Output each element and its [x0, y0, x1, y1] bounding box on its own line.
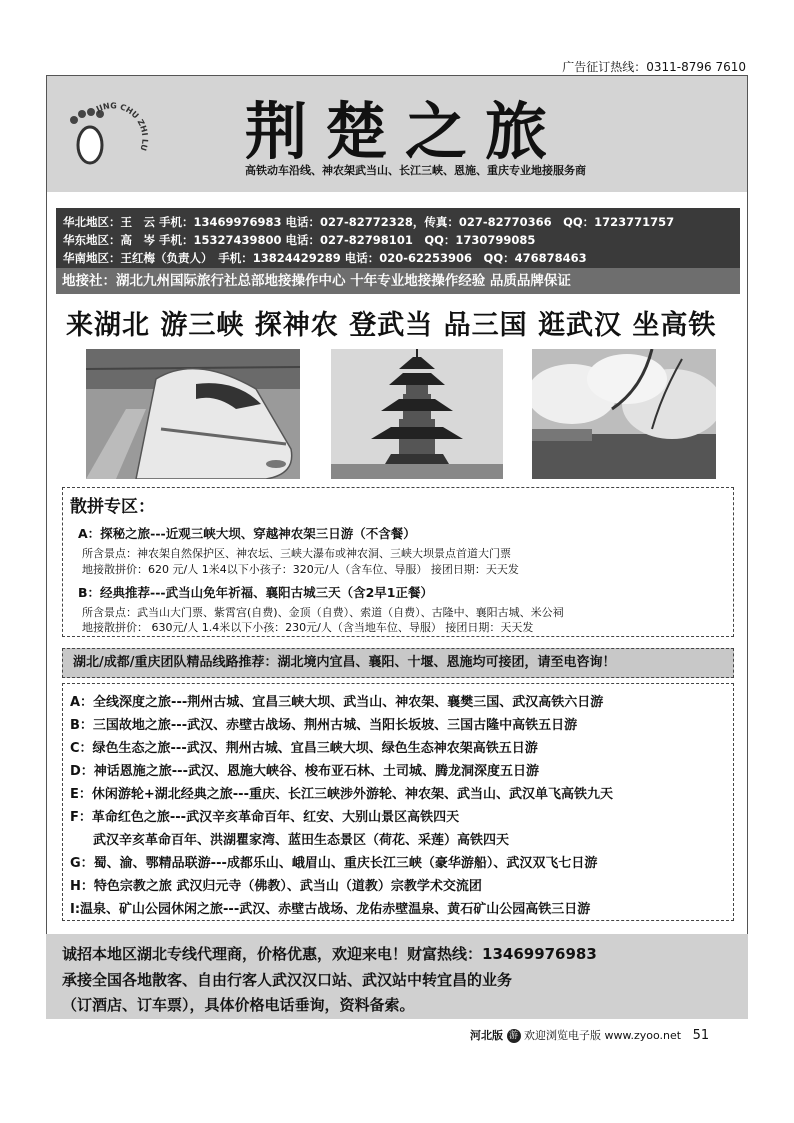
footer — [470, 1027, 709, 1043]
tour-a-price: 地接散拼价：620 元/人 1米4以下小孩子：320元/人（含车位、导服） 接团日期：天天发 — [82, 563, 519, 576]
contact-south: 华南地区：王红梅（负责人） 手机：13824429289 电话：020-62253906 QQ：476878463 — [63, 251, 587, 265]
footer-welcome: 欢迎浏览电子版 — [524, 1029, 601, 1042]
agent-recruit-box — [46, 934, 748, 1019]
team-routes-banner: 湖北/成都/重庆团队精品线路推荐：湖北境内宜昌、襄阳、十堰、恩施均可接团，请至电咨询！ — [62, 648, 734, 678]
agent-line-3: （订酒店、订车票），具体价格电话垂询，资料备索。 — [62, 996, 415, 1014]
contacts-panel — [56, 208, 740, 268]
route-a: A：全线深度之旅---荆州古城、宜昌三峡大坝、武当山、神农架、襄樊三国、武汉高铁六日游 — [70, 695, 604, 710]
sanpin-title: 散拼专区： — [70, 497, 155, 517]
footer-badge-icon: 游 — [507, 1029, 521, 1043]
route-h: H：特色宗教之旅 武汉归元寺（佛教）、武当山（道教）宗教学术交流团 — [70, 879, 482, 894]
ad-hotline: 广告征订热线：0311-8796 7610 — [562, 60, 746, 74]
cherry-blossom-lake-photo — [532, 349, 716, 479]
tour-b-title: B：经典推荐---武当山免年祈福、襄阳古城三天（含2早1正餐） — [78, 585, 433, 600]
contact-east: 华东地区：高 岑 手机：15327439800 电话：027-82798101 QQ：1730799085 — [63, 233, 536, 247]
tour-a-spots: 所含景点：神农架自然保护区、神农坛、三峡大瀑布或神农洞、三峡大坝景点首道大门票 — [82, 547, 511, 560]
route-g: G：蜀、渝、鄂精品联游---成都乐山、峨眉山、重庆长江三峡（豪华游船）、武汉双飞七日游 — [70, 856, 598, 871]
logo-arc-text: JING CHU ZHI LU — [94, 101, 150, 152]
route-f2: 武汉辛亥革命百年、洪湖瞿家湾、蓝田生态景区（荷花、采莲）高铁四天 — [80, 833, 510, 848]
page-title: 荆楚之旅 — [245, 95, 566, 168]
route-d: D：神话恩施之旅---武汉、恩施大峡谷、梭布亚石林、土司城、腾龙洞深度五日游 — [70, 764, 539, 779]
agent-line-2: 承接全国各地散客、自由行客人武汉汉口站、武汉站中转宜昌的业务 — [62, 971, 513, 989]
high-speed-train-photo — [86, 349, 300, 479]
route-e: E：休闲游轮+湖北经典之旅---重庆、长江三峡涉外游轮、神农架、武当山、武汉单飞高铁九天 — [70, 787, 613, 802]
route-c: C：绿色生态之旅---武汉、荆州古城、宜昌三峡大坝、绿色生态神农架高铁五日游 — [70, 741, 538, 756]
tour-b-spots: 所含景点：武当山大门票、紫霄宫(自费)、金顶（自费）、索道（自费）、古隆中、襄阳古城、米公祠 — [82, 606, 564, 619]
page-number: 51 — [692, 1028, 710, 1043]
yellow-crane-tower-photo — [331, 349, 503, 479]
footprint-logo-icon — [60, 90, 150, 180]
slogan: 来湖北 游三峡 探神农 登武当 品三国 逛武汉 坐高铁 — [66, 310, 717, 341]
agent-line-1: 诚招本地区湖北专线代理商，价格优惠，欢迎来电！财富热线：13469976983 — [62, 945, 597, 963]
route-b: B：三国故地之旅---武汉、赤壁古战场、荆州古城、当阳长坂坡、三国古隆中高铁五日游 — [70, 718, 578, 733]
tour-b-price: 地接散拼价： 630元/人 1.4米以下小孩：230元/人（含当地车位、导服） 接团日期：天天发 — [82, 621, 534, 634]
page-subtitle: 高铁动车沿线、神农架武当山、长江三峡、恩施、重庆专业地接服务商 — [245, 164, 586, 177]
footer-url[interactable]: www.zyoo.net — [604, 1029, 682, 1042]
ground-agency-bar: 地接社：湖北九州国际旅行社总部地接操作中心 十年专业地接操作经验 品质品牌保证 — [56, 268, 740, 294]
route-i: I:温泉、矿山公园休闲之旅---武汉、赤壁古战场、龙佑赤壁温泉、黄石矿山公园高铁三日游 — [70, 902, 591, 917]
tour-a-title: A：探秘之旅---近观三峡大坝、穿越神农架三日游（不含餐） — [78, 526, 416, 541]
contact-north: 华北地区：王 云 手机：13469976983 电话：027-82772328，传真：027-82770366 QQ：1723771757 — [63, 215, 675, 229]
footer-edition: 河北版 — [470, 1029, 503, 1042]
route-f: F：革命红色之旅---武汉辛亥革命百年、红安、大别山景区高铁四天 — [70, 810, 460, 825]
